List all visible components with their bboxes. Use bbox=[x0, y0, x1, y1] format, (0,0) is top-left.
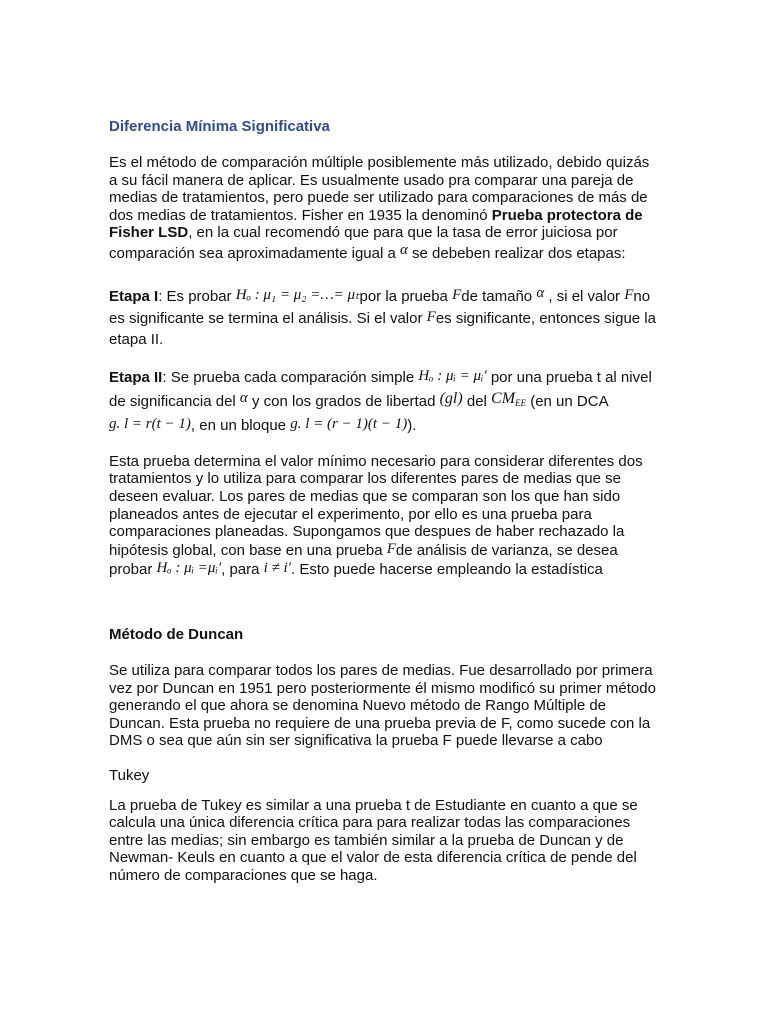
prueba-paragraph bbox=[109, 453, 661, 579]
section-heading-tukey: Tukey bbox=[109, 767, 150, 785]
dca-formula: g. l = r(t − 1) bbox=[109, 415, 191, 432]
duncan-paragraph: Se utiliza para comparar todos los pares de medias. Fue desarrollado por primera vez por Duncan en 1951 pero posteriormente él mismo modificó su primer método generando el que ahora se denomina Nuevo método de Rango Múltiple de Duncan. Esta prueba no requiere de una prueba previa de F, como sucede con la DMS o sea que aún sin ser significativa la prueba F puede llevarse a cabo bbox=[109, 662, 656, 750]
etapa2-text-1: : Se prueba cada comparación simple bbox=[162, 368, 419, 386]
cm-subscript: EE bbox=[515, 397, 527, 408]
etapa1-text-2: por la prueba bbox=[359, 287, 453, 305]
intro-text-3: se debeben realizar dos etapas: bbox=[407, 244, 626, 262]
etapa2-text-2: por una prueba t al nivel de significancia del bbox=[109, 368, 652, 410]
etapa2-text-7: ). bbox=[407, 416, 417, 434]
prueba-text-3: , para bbox=[221, 560, 264, 578]
etapa1-text-3: de tamaño bbox=[461, 287, 537, 305]
etapa2-text-6: , en un bloque bbox=[190, 416, 291, 434]
etapa2-text-4: del bbox=[462, 392, 492, 410]
tukey-paragraph: La prueba de Tukey es similar a una prueba t de Estudiante en cuanto a que se calcula una única diferencia crítica para para realizar todas las comparaciones entre las medias; sin embargo es también similar a la prueba de Duncan y de Newman- Keuls en cuanto a que el valor de esta diferencia crítica de pende del número de comparaciones que se haga. bbox=[109, 796, 638, 885]
cm-text: CM bbox=[491, 389, 516, 407]
prueba-hypothesis: Hₒ : μᵢ =μᵢ′ bbox=[156, 559, 222, 576]
etapa2-text-3: y con los grados de libertad bbox=[247, 392, 440, 410]
alpha-symbol: α bbox=[536, 284, 545, 301]
intro-text-1: Es el método de comparación múltiple posiblemente más utilizado, debido quizás a su fácil manera de aplicar. Es usualmente usado pra comparar una pareja de medias de tratamientos, pero puede ser utilizado para comparaciones de más de dos medias de tratamientos. Fisher en 1935 la denominó bbox=[109, 154, 650, 224]
f-symbol: F bbox=[624, 286, 634, 303]
prueba-text-4: . Esto puede hacerse empleando la estadística bbox=[291, 560, 603, 578]
bloque-formula: g. l = (r − 1)(t − 1) bbox=[290, 415, 408, 432]
etapa1-label: Etapa I bbox=[109, 287, 159, 305]
intro-text-2: , en la cual recomendó que para que la tasa de error juiciosa por comparación sea aproximadamente igual a bbox=[109, 224, 618, 262]
etapa2-hypothesis: Hₒ : μᵢ = μᵢ′ bbox=[418, 367, 487, 384]
f-symbol: F bbox=[452, 286, 462, 303]
f-symbol: F bbox=[386, 541, 396, 558]
etapa1-hypothesis: Hₒ : μ₁ = μ₂ =…= μₜ bbox=[235, 286, 360, 303]
alpha-symbol: α bbox=[400, 241, 408, 258]
prueba-text-1: Esta prueba determina el valor mínimo necesario para considerar diferentes dos tratamientos y lo utiliza para comparar los diferentes pares de medias que se deseen evaluar. Los pares de medias que se comparan son los que han sido planeados antes de ejecutar el experimento, por ello es una prueba para comparaciones planeadas. Supongamos que despues de haber rechazado la hipótesis global, con base en una prueba bbox=[109, 452, 643, 560]
document-page bbox=[109, 118, 661, 885]
etapa1-text-1: : Es probar bbox=[158, 287, 236, 305]
f-symbol: F bbox=[426, 308, 436, 325]
section-heading-duncan: Método de Duncan bbox=[109, 626, 244, 644]
intro-bold: Prueba protectora de Fisher LSD bbox=[109, 206, 643, 242]
etapa1-text-5: no es significante se termina el análisis. Si el valor bbox=[109, 287, 651, 327]
etapa1-text-6: es significante, entonces sigue la etapa II. bbox=[109, 309, 656, 348]
etapa1-text-4: , si el valor bbox=[544, 287, 625, 305]
alpha-symbol: α bbox=[239, 389, 248, 406]
intro-paragraph bbox=[109, 154, 661, 263]
cm-ee-symbol bbox=[491, 390, 526, 407]
inequality-formula: i ≠ i′ bbox=[263, 559, 291, 576]
etapa2-paragraph bbox=[109, 366, 661, 436]
section-heading-dms: Diferencia Mínima Significativa bbox=[109, 118, 330, 135]
etapa2-label: Etapa II bbox=[109, 368, 163, 386]
etapa2-text-5: (en un DCA bbox=[526, 392, 608, 410]
gl-symbol: (gl) bbox=[439, 389, 463, 407]
etapa1-paragraph bbox=[109, 283, 661, 350]
prueba-text-2: de análisis de varianza, se desea probar bbox=[109, 542, 618, 578]
